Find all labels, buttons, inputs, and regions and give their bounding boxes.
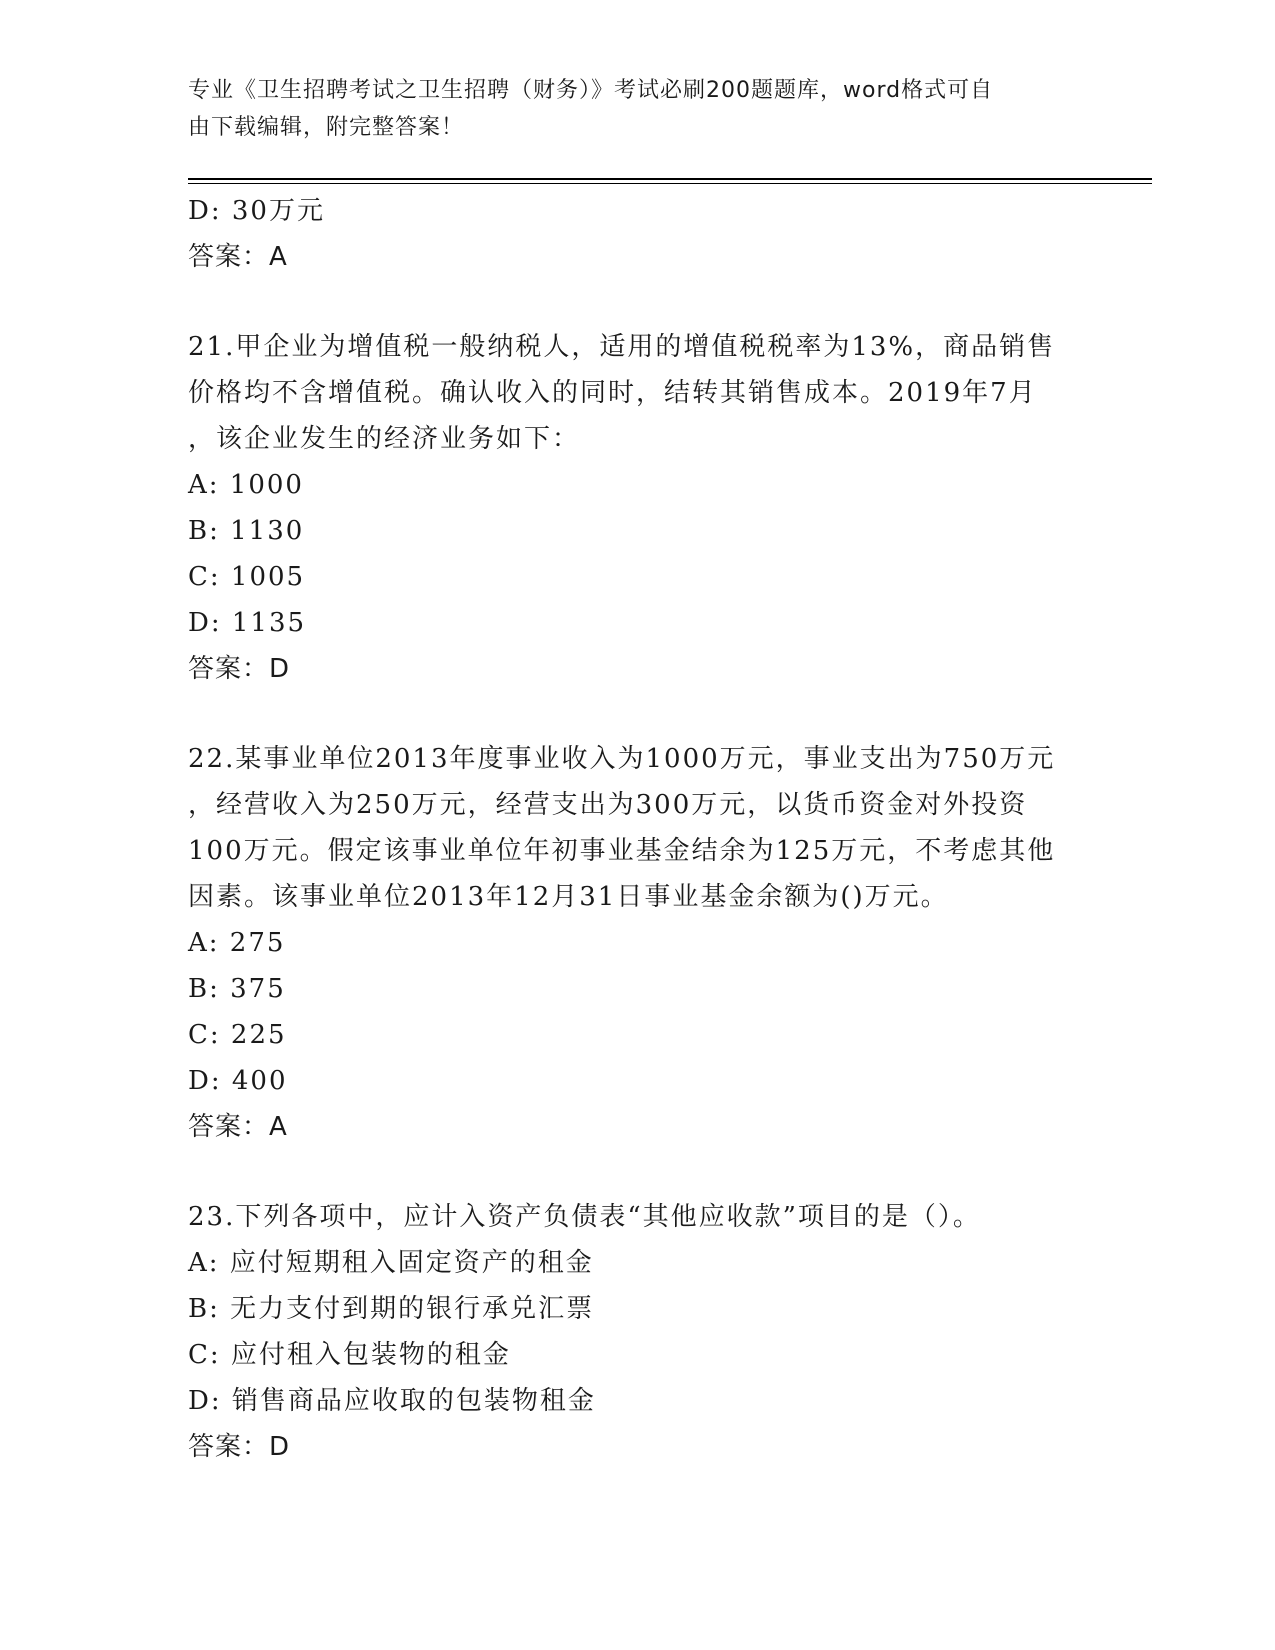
header-rule	[188, 178, 1152, 180]
option-d: D: 销售商品应收取的包装物租金	[188, 1386, 596, 1416]
option-b: B: 无力支付到期的银行承兑汇票	[188, 1294, 595, 1324]
question-23	[188, 1194, 1088, 1470]
question-21	[188, 324, 1088, 692]
answer-line: 答案：A	[188, 1112, 288, 1142]
option-c: C: 应付租入包装物的租金	[188, 1340, 511, 1370]
document-body	[188, 188, 1088, 1470]
question-stem	[188, 736, 1088, 920]
option-d: D: 400	[188, 1066, 288, 1096]
question-stem-line: 23.下列各项中，应计入资产负债表“其他应收款”项目的是（）。	[188, 1202, 981, 1232]
document-header	[188, 72, 1068, 146]
option-d: D: 30万元	[188, 196, 325, 226]
option-a: A: 1000	[188, 470, 304, 500]
header-line-2: 由下载编辑，附完整答案！	[188, 115, 465, 140]
question-stem-line: 因素。该事业单位2013年12月31日事业基金余额为()万元。	[188, 882, 949, 912]
option-b: B: 375	[188, 974, 286, 1004]
question-stem-line: ，该企业发生的经济业务如下：	[188, 424, 581, 454]
answer-line: 答案：A	[188, 242, 288, 272]
answer-line: 答案：D	[188, 654, 291, 684]
question-stem-line: 100万元。假定该事业单位年初事业基金结余为125万元，不考虑其他	[188, 836, 1056, 866]
question-stem-line: 价格均不含增值税。确认收入的同时，结转其销售成本。2019年7月	[188, 378, 1037, 408]
question-stem-line: 21.甲企业为增值税一般纳税人，适用的增值税税率为13%，商品销售	[188, 332, 1056, 362]
option-c: C: 1005	[188, 562, 306, 592]
option-b: B: 1130	[188, 516, 305, 546]
spacer	[188, 280, 1088, 324]
option-a: A: 应付短期租入固定资产的租金	[188, 1248, 594, 1278]
previous-question-tail	[188, 188, 1088, 280]
option-a: A: 275	[188, 928, 286, 958]
question-stem-line: 22.某事业单位2013年度事业收入为1000万元，事业支出为750万元	[188, 744, 1056, 774]
option-c: C: 225	[188, 1020, 287, 1050]
spacer	[188, 1150, 1088, 1194]
header-rule-thin	[188, 183, 1152, 184]
question-stem	[188, 1194, 1088, 1240]
spacer	[188, 692, 1088, 736]
question-stem-line: ，经营收入为250万元，经营支出为300万元，以货币资金对外投资	[188, 790, 1028, 820]
question-22	[188, 736, 1088, 1150]
question-stem	[188, 324, 1088, 462]
option-d: D: 1135	[188, 608, 307, 638]
answer-line: 答案：D	[188, 1432, 291, 1462]
header-line-1: 专业《卫生招聘考试之卫生招聘（财务）》考试必刷200题题库，word格式可自	[188, 78, 994, 103]
